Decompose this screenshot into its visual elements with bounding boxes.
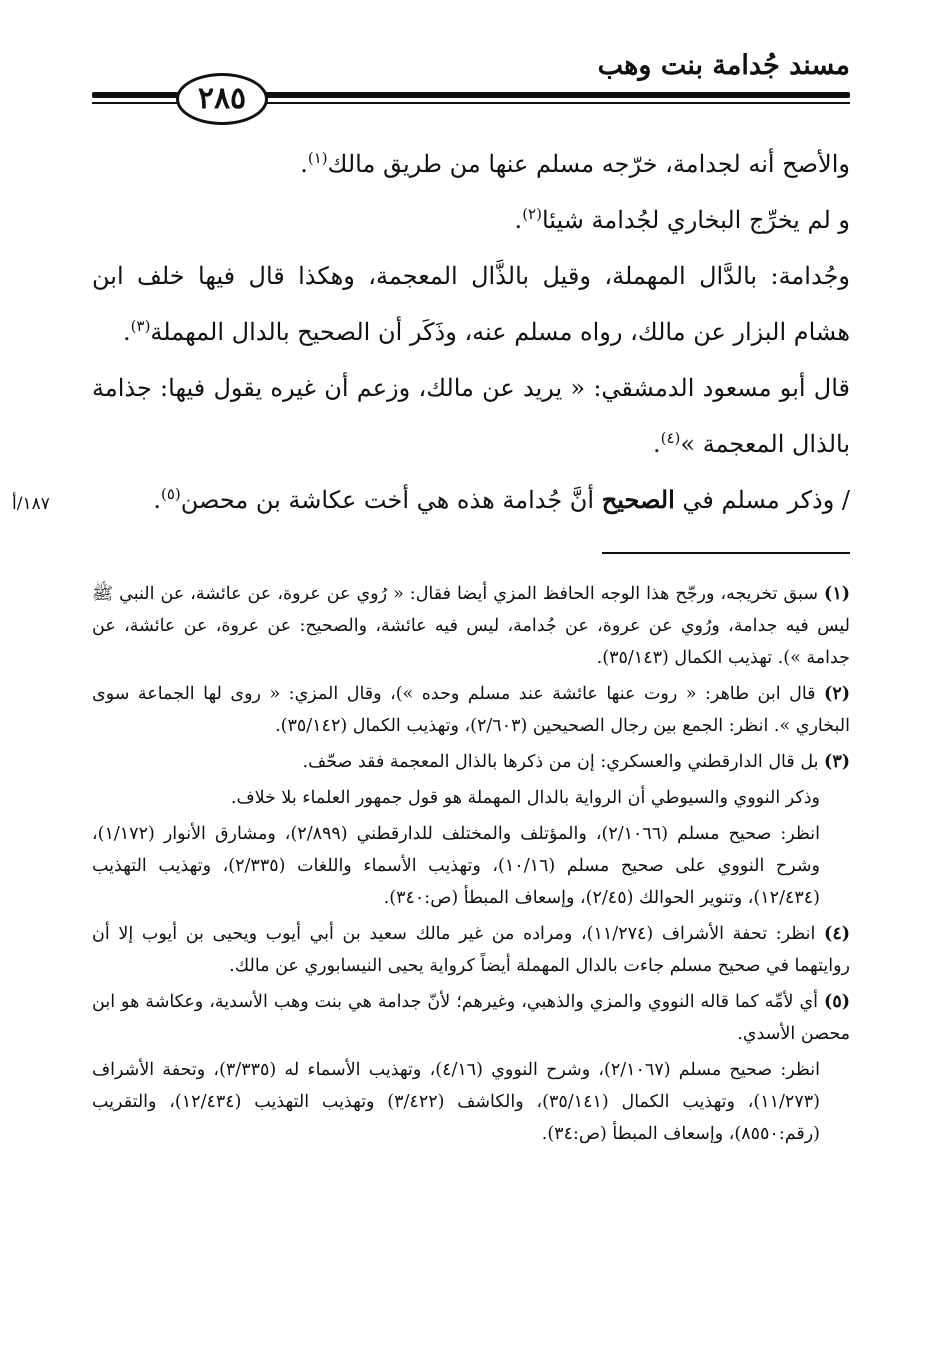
paragraph-3 bbox=[92, 248, 850, 360]
paragraph-4-end: . bbox=[652, 430, 661, 458]
paragraph-3-end: . bbox=[123, 318, 131, 346]
paragraph-5-bold: الصحيح bbox=[601, 485, 675, 514]
footnote-3 bbox=[92, 746, 850, 778]
footnote-5-continuation: انظر: صحيح مسلم (٢/١٠٦٧)، وشرح النووي (٤/١٦)، وتهذيب الأسماء له (٣/٣٣٥)، وتحفة الأشراف (١١/٢٧٣)، وتهذيب الكمال (٣٥/١٤١)، والكاشف (٣/٤٢٢) وتهذيب التهذيب (١٢/٤٣٤)، والتقريب (رقم:٨٥٥٠)، وإسعاف المبطأ (ص:٣٤). bbox=[92, 1060, 820, 1144]
footnote-number: (١) bbox=[824, 584, 850, 604]
paragraph-3-text: وجُدامة: بالدَّال المهملة، وقيل بالذَّال المعجمة، وهكذا قال فيها خلف ابن هشام البزار عن مالك، رواه مسلم عنه، وذَكَر أن الصحيح بالدال المهملة bbox=[92, 262, 850, 346]
footnote-3-continuation: وذكر النووي والسيوطي أن الرواية بالدال المهملة هو قول جمهور العلماء بلا خلاف. bbox=[230, 788, 820, 808]
footnote-text: قال ابن طاهر: « روت عنها عائشة عند مسلم وحده »)، وقال المزي: « روى لها الجماعة سوى البخاري ». انظر: الجمع بين رجال الصحيحين (٢/٦٠٣)، وتهذيب الكمال (٣٥/١٤٢). bbox=[92, 684, 850, 736]
footnote-number: (٤) bbox=[824, 924, 850, 944]
footnote-text: انظر: تحفة الأشراف (١١/٢٧٤)، ومراده من غير مالك سعيد بن أبي أيوب ويحيى بن أيوب إلا أن روايتهما في صحيح مسلم جاءت بالدال المهملة أيضاً كرواية يحيى النيسابوري عن مالك. bbox=[92, 924, 850, 976]
paragraph-5-pre: / وذكر مسلم في bbox=[682, 486, 850, 514]
footnote-2 bbox=[92, 678, 850, 742]
paragraph-2-end: . bbox=[514, 206, 523, 234]
footnotes bbox=[92, 578, 850, 1154]
footnote-ref-4: (٤) bbox=[660, 429, 681, 447]
footnote-text: سبق تخريجه، ورجّح هذا الوجه الحافظ المزي أيضا فقال: « رُوي عن عروة، عن عائشة، عن النبي ﷺ ليس فيه جدامة، ورُوي عن عروة، عن جُدامة، ليس فيه عائشة، والصحيح: عن عروة، عن عائشة، عن جدامة »). تهذيب الكمال (٣٥/١٤٣). bbox=[92, 584, 850, 668]
running-title: مسند جُدامة بنت وهب bbox=[597, 50, 850, 81]
footnote-text: أي لأمِّه كما قاله النووي والمزي والذهبي، وغيرهم؛ لأنّ جدامة هي بنت وهب الأسدية، وعكاشة هو ابن محصن الأسدي. bbox=[92, 992, 850, 1044]
footnote-1 bbox=[92, 578, 850, 674]
footnote-4 bbox=[92, 918, 850, 982]
footnote-ref-3: (٣) bbox=[130, 317, 151, 335]
footnote-number: (٢) bbox=[824, 684, 850, 704]
footnote-separator bbox=[602, 552, 850, 554]
footnote-3-continuation: انظر: صحيح مسلم (٢/١٠٦٦)، والمؤتلف والمختلف للدارقطني (٢/٨٩٩)، ومشارق الأنوار (١/١٧٢)، وشرح النووي على صحيح مسلم (١٠/١٦)، وتهذيب الأسماء واللغات (٢/٣٣٥)، وتهذيب التهذيب (١٢/٤٣٤)، وتنوير الحوالك (٢/٤٥)، وإسعاف المبطأ (ص:٣٤٠). bbox=[92, 824, 820, 908]
footnote-ref-2: (٢) bbox=[522, 205, 542, 223]
footnote-ref-1: (١) bbox=[307, 149, 328, 167]
footnote-5 bbox=[92, 986, 850, 1050]
footnote-ref-5: (٥) bbox=[161, 485, 181, 503]
paragraph-4 bbox=[92, 360, 850, 472]
paragraph-5-end: . bbox=[153, 486, 161, 514]
main-text bbox=[92, 136, 850, 528]
page-number-badge: ٢٨٥ bbox=[176, 73, 268, 125]
paragraph-2-text: و لم يخرِّج البخاري لجُدامة شيئا bbox=[541, 206, 850, 234]
paragraph-1 bbox=[92, 136, 850, 192]
paragraph-4-text: قال أبو مسعود الدمشقي: « يريد عن مالك، وزعم أن غيره يقول فيها: جذامة بالذال المعجمة » bbox=[92, 374, 850, 458]
footnote-text: بل قال الدارقطني والعسكري: إن من ذكرها بالذال المعجمة فقد صحّف. bbox=[302, 752, 819, 772]
footnote-number: (٣) bbox=[824, 752, 850, 772]
paragraph-5 bbox=[92, 472, 850, 528]
margin-folio-ref: ١٨٧/أ bbox=[12, 494, 50, 514]
footnote-number: (٥) bbox=[824, 992, 850, 1012]
paragraph-2 bbox=[92, 192, 850, 248]
paragraph-1-end: . bbox=[300, 150, 308, 178]
paragraph-1-text: والأصح أنه لجدامة، خرّجه مسلم عنها من طريق مالك bbox=[327, 150, 850, 178]
paragraph-5-post: أنَّ جُدامة هذه هي أخت عكاشة بن محصن bbox=[180, 486, 595, 514]
